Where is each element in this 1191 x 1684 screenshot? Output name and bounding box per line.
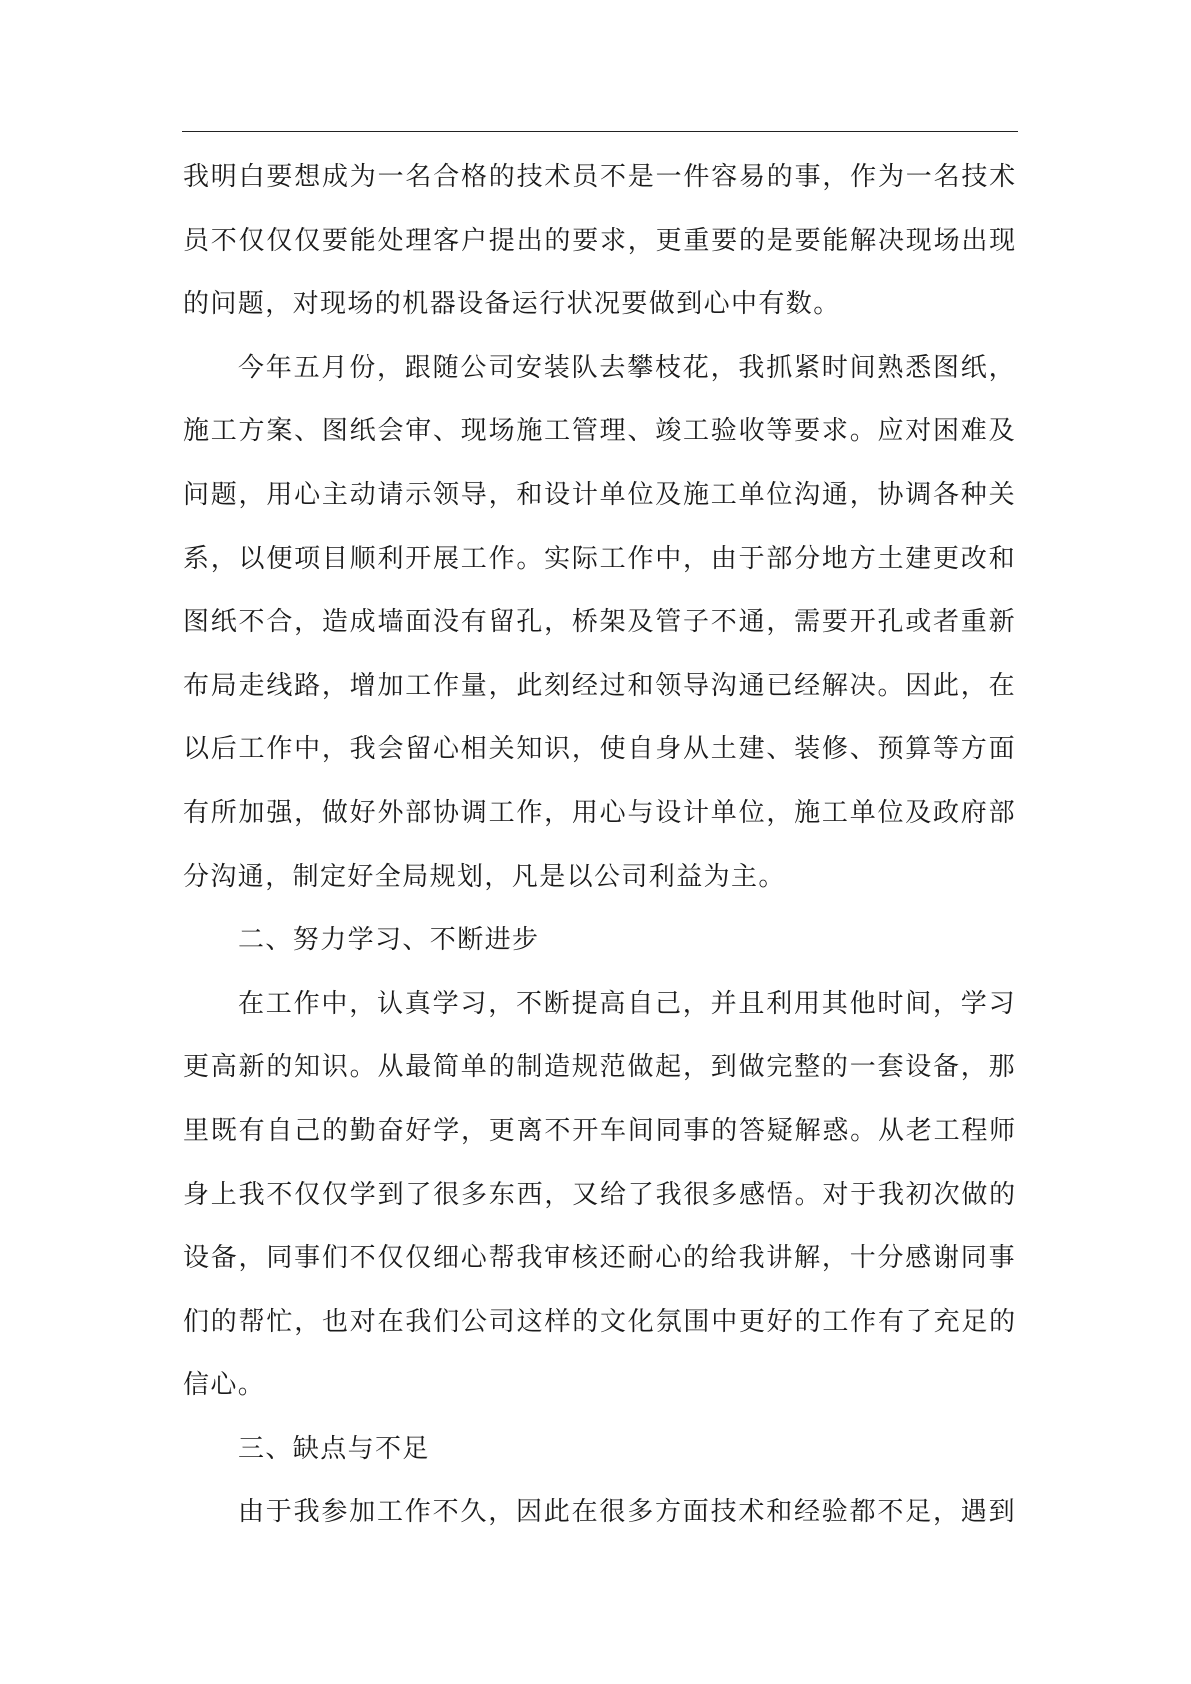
- paragraph-line: 由于我参加工作不久，因此在很多方面技术和经验都不足，遇到: [238, 1497, 1016, 1528]
- paragraph-line: 分沟通，制定好全局规划，凡是以公司利益为主。: [183, 861, 786, 892]
- paragraph-line: 在工作中，认真学习，不断提高自己，并且利用其他时间，学习: [238, 988, 1016, 1019]
- paragraph-line: 我明白要想成为一名合格的技术员不是一件容易的事，作为一名技术: [183, 162, 1016, 192]
- paragraph-line: 今年五月份，跟随公司安装队去攀枝花，我抓紧时间熟悉图纸，: [238, 352, 1016, 383]
- paragraph-line: 员不仅仅仅要能处理客户提出的要求，更重要的是要能解决现场出现: [183, 225, 1016, 256]
- header-rule: [182, 131, 1018, 132]
- paragraph-line: 以后工作中，我会留心相关知识，使自身从土建、装修、预算等方面: [183, 734, 1016, 765]
- paragraph-line: 的问题，对现场的机器设备运行状况要做到心中有数。: [183, 289, 841, 320]
- paragraph-line: 信心。: [183, 1370, 266, 1401]
- paragraph-line: 有所加强，做好外部协调工作，用心与设计单位，施工单位及政府部: [183, 797, 1016, 828]
- paragraph-line: 图纸不合，造成墙面没有留孔，桥架及管子不通，需要开孔或者重新: [183, 607, 1016, 638]
- paragraph-line: 身上我不仅仅学到了很多东西，又给了我很多感悟。对于我初次做的: [183, 1179, 1016, 1210]
- paragraph-line: 布局走线路，增加工作量，此刻经过和领导沟通已经解决。因此，在: [183, 670, 1016, 701]
- paragraph-line: 问题，用心主动请示领导，和设计单位及施工单位沟通，协调各种关: [183, 479, 1016, 510]
- paragraph-line: 系，以便项目顺利开展工作。实际工作中，由于部分地方土建更改和: [183, 543, 1016, 574]
- section-heading: 二、努力学习、不断进步: [238, 925, 540, 956]
- paragraph-line: 施工方案、图纸会审、现场施工管理、竣工验收等要求。应对困难及: [183, 416, 1016, 447]
- paragraph-line: 设备，同事们不仅仅细心帮我审核还耐心的给我讲解，十分感谢同事: [183, 1243, 1016, 1274]
- paragraph-line: 里既有自己的勤奋好学，更离不开车间同事的答疑解惑。从老工程师: [183, 1115, 1016, 1146]
- paragraph-line: 们的帮忙，也对在我们公司这样的文化氛围中更好的工作有了充足的: [183, 1306, 1016, 1337]
- paragraph-line: 更高新的知识。从最简单的制造规范做起，到做完整的一套设备，那: [183, 1052, 1016, 1083]
- document-body: [183, 146, 1016, 1545]
- section-heading: 三、缺点与不足: [238, 1433, 430, 1464]
